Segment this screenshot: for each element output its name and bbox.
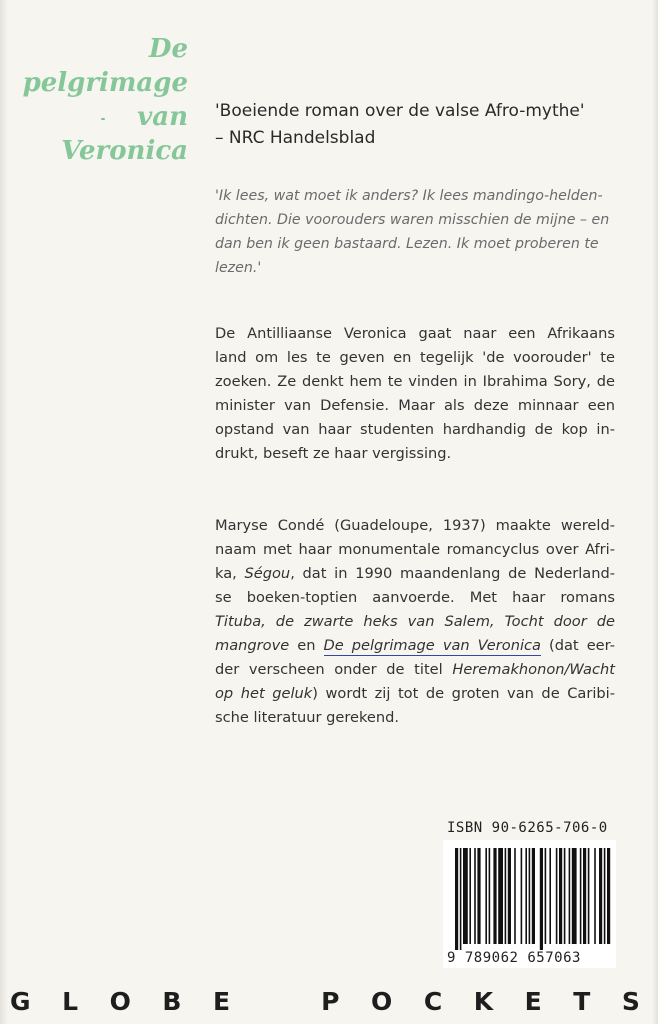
barcode-bar — [607, 848, 610, 944]
bio-line: se boeken-toptien aanvoerde. Met haar romans — [215, 589, 615, 606]
bio-line: Maryse Condé (Guadeloupe, 1937) maakte wereld- — [215, 517, 615, 534]
series-name — [10, 987, 640, 1016]
bio-line — [215, 610, 615, 634]
bio-book-title: Tituba, de zwarte heks van Salem, Tocht door de — [215, 613, 615, 630]
excerpt-line: dichten. Die voorouders waren misschien de mijne – en — [215, 212, 610, 228]
barcode-bar — [498, 848, 503, 944]
title-line: Veronica — [61, 136, 188, 166]
cover-edge-left — [0, 0, 8, 1024]
barcode-bar — [514, 848, 516, 944]
excerpt-line: dan ben ik geen bastaard. Lezen. Ik moet proberen te — [215, 236, 599, 252]
series-letter: O — [371, 987, 393, 1016]
barcode-bar — [521, 848, 523, 944]
series-word-gap — [262, 987, 290, 1016]
series-letter: K — [473, 987, 494, 1016]
series-letter: G — [10, 987, 31, 1016]
summary-line: zoeken. Ze denkt hem te vinden in Ibrahima Sory, de — [215, 373, 615, 390]
barcode-bar — [569, 848, 571, 944]
book-excerpt — [215, 184, 615, 280]
barcode-bar — [564, 848, 566, 944]
barcode-bar — [493, 848, 496, 944]
barcode-bar — [559, 848, 562, 944]
review-quote-text: 'Boeiende roman over de valse Afro-mythe' — [215, 101, 585, 121]
barcode-bar — [529, 848, 531, 944]
barcode-bar — [455, 848, 458, 952]
bio-line: sche literatuur gerekend. — [215, 709, 400, 726]
title-line: van — [137, 102, 188, 132]
summary-line: land om les te geven en tegelijk 'de voorouder' te — [215, 349, 615, 366]
bio-book-title: mangrove — [215, 637, 290, 654]
bio-line — [215, 634, 615, 658]
barcode-bar — [469, 848, 471, 944]
bio-book-title: Ségou — [244, 565, 291, 582]
bio-text: ka, — [215, 565, 245, 582]
barcode-bar — [485, 848, 487, 944]
series-letter: E — [212, 987, 231, 1016]
barcode-bar — [599, 848, 602, 944]
bio-line — [215, 682, 615, 706]
bio-text: (dat eer- — [541, 637, 615, 654]
series-letter: O — [109, 987, 131, 1016]
barcode-bar — [532, 848, 535, 944]
series-letter: B — [162, 987, 182, 1016]
barcode-bar — [525, 848, 527, 944]
barcode-bar — [460, 848, 462, 952]
series-letter: L — [62, 987, 79, 1016]
author-bio-paragraph — [215, 514, 615, 730]
series-letter: E — [524, 987, 542, 1016]
barcode-bar — [508, 848, 511, 944]
excerpt-line: 'Ik lees, wat moet ik anders? Ik lees mandingo-helden- — [215, 188, 603, 204]
excerpt-line: lezen.' — [215, 260, 262, 276]
barcode-bar — [477, 848, 480, 944]
review-source: – NRC Handelsblad — [215, 128, 376, 148]
barcode-digits: 9 789062 657063 — [447, 950, 581, 966]
bio-text: der verscheen onder de titel — [215, 661, 453, 678]
summary-line: drukt, beseft ze haar vergissing. — [215, 445, 452, 462]
barcode-bars — [443, 840, 616, 952]
series-letter: P — [321, 987, 340, 1016]
barcode-bar — [594, 848, 596, 944]
summary-line: opstand van haar studenten hardhandig de kop in- — [215, 421, 615, 438]
title-line: pelgrimage — [22, 68, 188, 98]
title-line: De — [148, 34, 188, 64]
book-title — [23, 32, 188, 168]
barcode-bar — [505, 848, 507, 944]
bio-text: en — [289, 637, 324, 654]
bio-text: ) wordt zij tot de groten van de Caribi- — [312, 685, 615, 702]
bio-book-title: op het geluk — [215, 685, 313, 702]
summary-line: De Antilliaanse Veronica gaat naar een Afrikaans — [215, 325, 615, 342]
bio-line: naam met haar monumentale romancyclus over Afri- — [215, 541, 615, 558]
barcode-bar — [604, 848, 606, 944]
barcode-bar — [540, 848, 543, 952]
barcode — [443, 840, 616, 968]
barcode-bar — [572, 848, 577, 944]
barcode-bar — [588, 848, 590, 944]
barcode-bar — [474, 848, 476, 944]
decorative-dot — [101, 118, 105, 120]
barcode-bar — [556, 848, 558, 944]
barcode-bar — [463, 848, 468, 944]
summary-line: minister van Defensie. Maar als deze minnaar een — [215, 397, 615, 414]
bio-book-title: Heremakhonon/Wacht — [452, 661, 615, 678]
review-quote — [215, 98, 585, 152]
bio-line — [215, 658, 615, 682]
barcode-bar — [583, 848, 586, 944]
bio-text: , dat in 1990 maandenlang de Nederland- — [290, 565, 615, 582]
cover-edge-right — [652, 0, 658, 1024]
series-letter: C — [423, 987, 443, 1016]
summary-paragraph — [215, 322, 615, 466]
bio-line — [215, 562, 615, 586]
series-letter: S — [621, 987, 640, 1016]
barcode-bar — [580, 848, 582, 944]
series-letter: T — [573, 987, 591, 1016]
isbn-number: ISBN 90-6265-706-0 — [447, 820, 608, 836]
bio-book-title-underlined: De pelgrimage van Veronica — [323, 637, 541, 654]
barcode-bar — [489, 848, 491, 944]
barcode-bar — [549, 848, 551, 944]
barcode-bar — [545, 848, 547, 944]
